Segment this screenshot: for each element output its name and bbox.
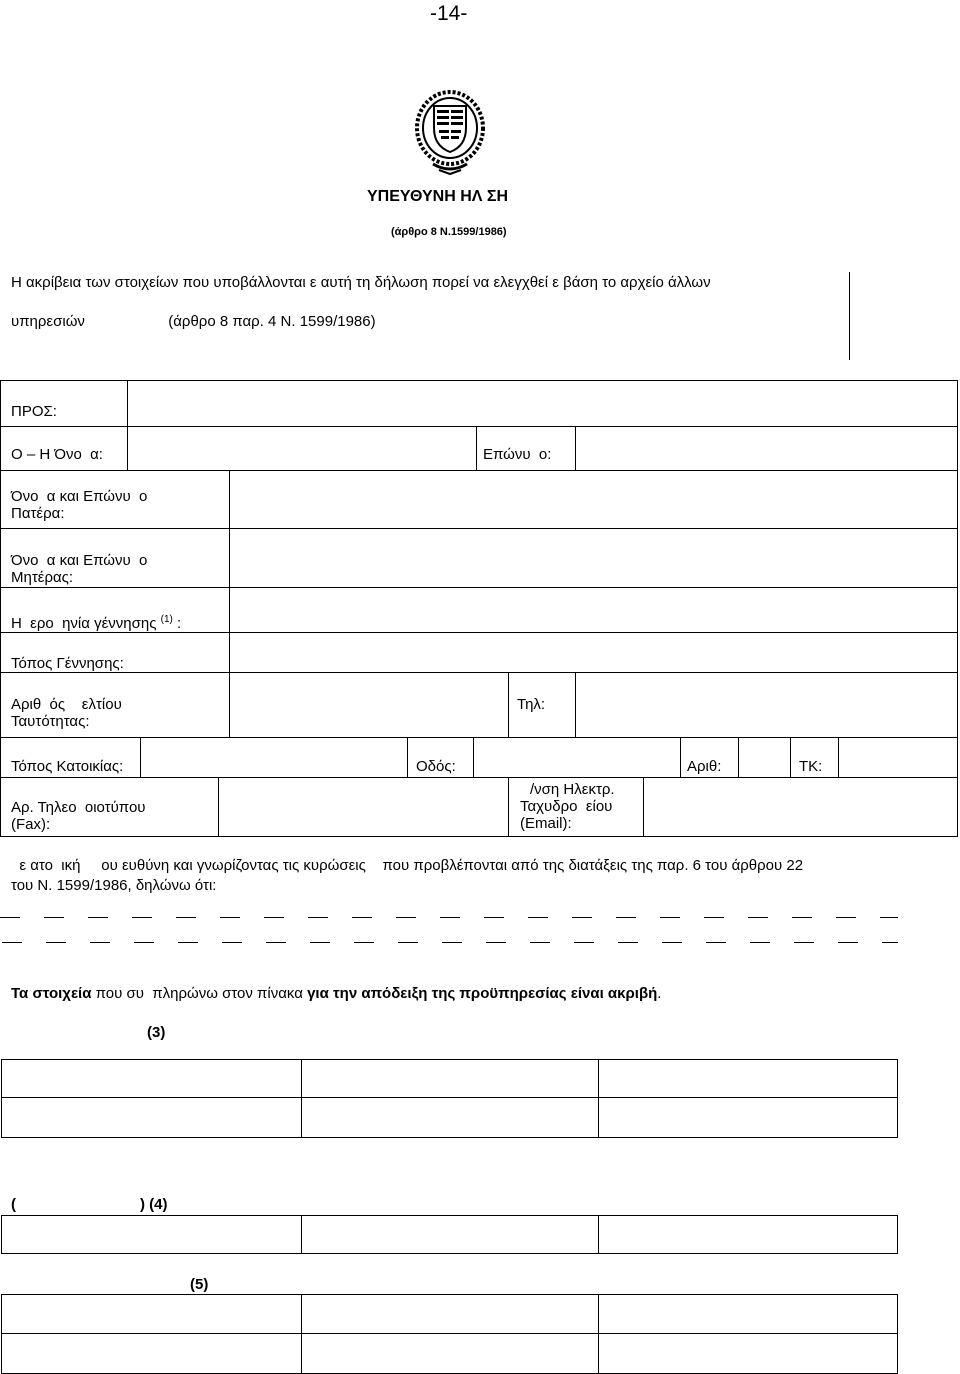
dash-segment xyxy=(836,917,856,918)
dash-segment xyxy=(88,917,108,918)
phone-label: Τηλ: xyxy=(517,696,546,713)
surname-label: Επώνυ ο: xyxy=(483,446,552,463)
mother-label: Όνο α και Επώνυ ο Μητέρας: xyxy=(11,552,148,586)
dashed-line-1 xyxy=(0,917,900,918)
dash-segment xyxy=(178,942,198,943)
birthplace-label: Τόπος Γέννησης: xyxy=(11,655,124,672)
dash-segment xyxy=(266,942,286,943)
dash-segment xyxy=(616,917,636,918)
dash-segment xyxy=(618,942,638,943)
dash-segment xyxy=(572,917,592,918)
dash-segment xyxy=(880,917,898,918)
dash-segment xyxy=(132,917,152,918)
intro-border xyxy=(849,272,850,360)
dash-segment xyxy=(90,942,110,943)
dash-segment xyxy=(484,917,504,918)
greek-coat-of-arms-icon xyxy=(413,88,487,176)
declaration-line-2: του Ν. 1599/1986, δηλώνω ότι: xyxy=(11,877,217,894)
birthdate-label: Η ερο ηνία γέννησης $^{(1)}$ : xyxy=(11,614,182,632)
table-1-cell xyxy=(1,1059,302,1098)
dash-segment xyxy=(308,917,328,918)
dash-segment xyxy=(310,942,330,943)
table-1-cell xyxy=(1,1097,302,1138)
dash-segment xyxy=(396,917,416,918)
table-3-cell xyxy=(598,1333,898,1374)
dash-segment xyxy=(748,917,768,918)
table-3-cell xyxy=(1,1294,302,1334)
dash-segment xyxy=(176,917,196,918)
number-label: Αριθ: xyxy=(687,758,722,775)
to-label: ΠΡΟΣ: xyxy=(11,403,57,420)
dash-segment xyxy=(706,942,726,943)
dash-segment xyxy=(398,942,418,943)
dash-segment xyxy=(354,942,374,943)
dash-segment xyxy=(134,942,154,943)
dash-segment xyxy=(750,942,770,943)
table-1-cell xyxy=(598,1059,898,1098)
note-5: (5) xyxy=(190,1276,209,1293)
intro-line-2: υπηρεσιών (άρθρο 8 παρ. 4 Ν. 1599/1986) xyxy=(11,313,376,330)
dash-segment xyxy=(662,942,682,943)
father-label: Όνο α και Επώνυ ο Πατέρα: xyxy=(11,488,148,522)
dash-segment xyxy=(220,917,240,918)
table-3-cell xyxy=(301,1333,599,1374)
dash-segment xyxy=(44,917,64,918)
postcode-label: ΤΚ: xyxy=(799,758,823,775)
id-label: Αριθ ός ελτίου Ταυτότητας: xyxy=(11,696,122,730)
dashed-line-2 xyxy=(0,942,900,943)
table-1-cell xyxy=(301,1059,599,1098)
dash-segment xyxy=(0,917,20,918)
page-title: ΥΠΕΥΘΥΝΗ ΗΛ ΣΗ xyxy=(367,188,509,205)
dash-segment xyxy=(660,917,680,918)
page-subtitle: (άρθρο 8 Ν.1599/1986) xyxy=(391,226,507,238)
street-label: Οδός: xyxy=(416,758,456,775)
fax-label: Αρ. Τηλεο οιοτύπου (Fax): xyxy=(11,799,146,833)
dash-segment xyxy=(882,942,898,943)
table-2-cell xyxy=(1,1215,302,1254)
table-2-cell xyxy=(598,1215,898,1254)
dash-segment xyxy=(222,942,242,943)
table-2-cell xyxy=(301,1215,599,1254)
note-3: (3) xyxy=(147,1024,166,1041)
dash-segment xyxy=(352,917,372,918)
dash-segment xyxy=(794,942,814,943)
dash-segment xyxy=(530,942,550,943)
table-1-cell xyxy=(598,1097,898,1138)
table-3-cell xyxy=(1,1333,302,1374)
dash-segment xyxy=(440,917,460,918)
dash-segment xyxy=(704,917,724,918)
declaration-line-1: ε ατο ική ου ευθύνη και γνωρίζοντας τις κυρώσεις που προβλέπονται από της διατάξεις της παρ. 6 του άρθρου 22 xyxy=(11,857,804,874)
statement-text: Τα στοιχεία που συ πληρώνω στον πίνακα για την απόδειξη της προϋπηρεσίας είναι ακριβή. xyxy=(11,985,662,1002)
email-label: /νση Ηλεκτρ. Ταχυδρο είου (Email): xyxy=(520,781,615,832)
dash-segment xyxy=(2,942,22,943)
dash-segment xyxy=(486,942,506,943)
table-3-cell xyxy=(301,1294,599,1334)
table-3-cell xyxy=(598,1294,898,1334)
dash-segment xyxy=(264,917,284,918)
name-label: Ο – Η Όνο α: xyxy=(11,446,103,463)
intro-line-1: Η ακρίβεια των στοιχείων που υποβάλλονται ε αυτή τη δήλωση πορεί να ελεγχθεί ε βάση το αρχείο άλλων xyxy=(11,274,711,291)
dash-segment xyxy=(792,917,812,918)
page-number: -14- xyxy=(430,2,468,25)
dash-segment xyxy=(46,942,66,943)
dash-segment xyxy=(574,942,594,943)
table-1-cell xyxy=(301,1097,599,1138)
dash-segment xyxy=(838,942,858,943)
dash-segment xyxy=(442,942,462,943)
residence-label: Τόπος Κατοικίας: xyxy=(11,758,124,775)
dash-segment xyxy=(528,917,548,918)
note-4: ( ) (4) xyxy=(11,1196,168,1213)
